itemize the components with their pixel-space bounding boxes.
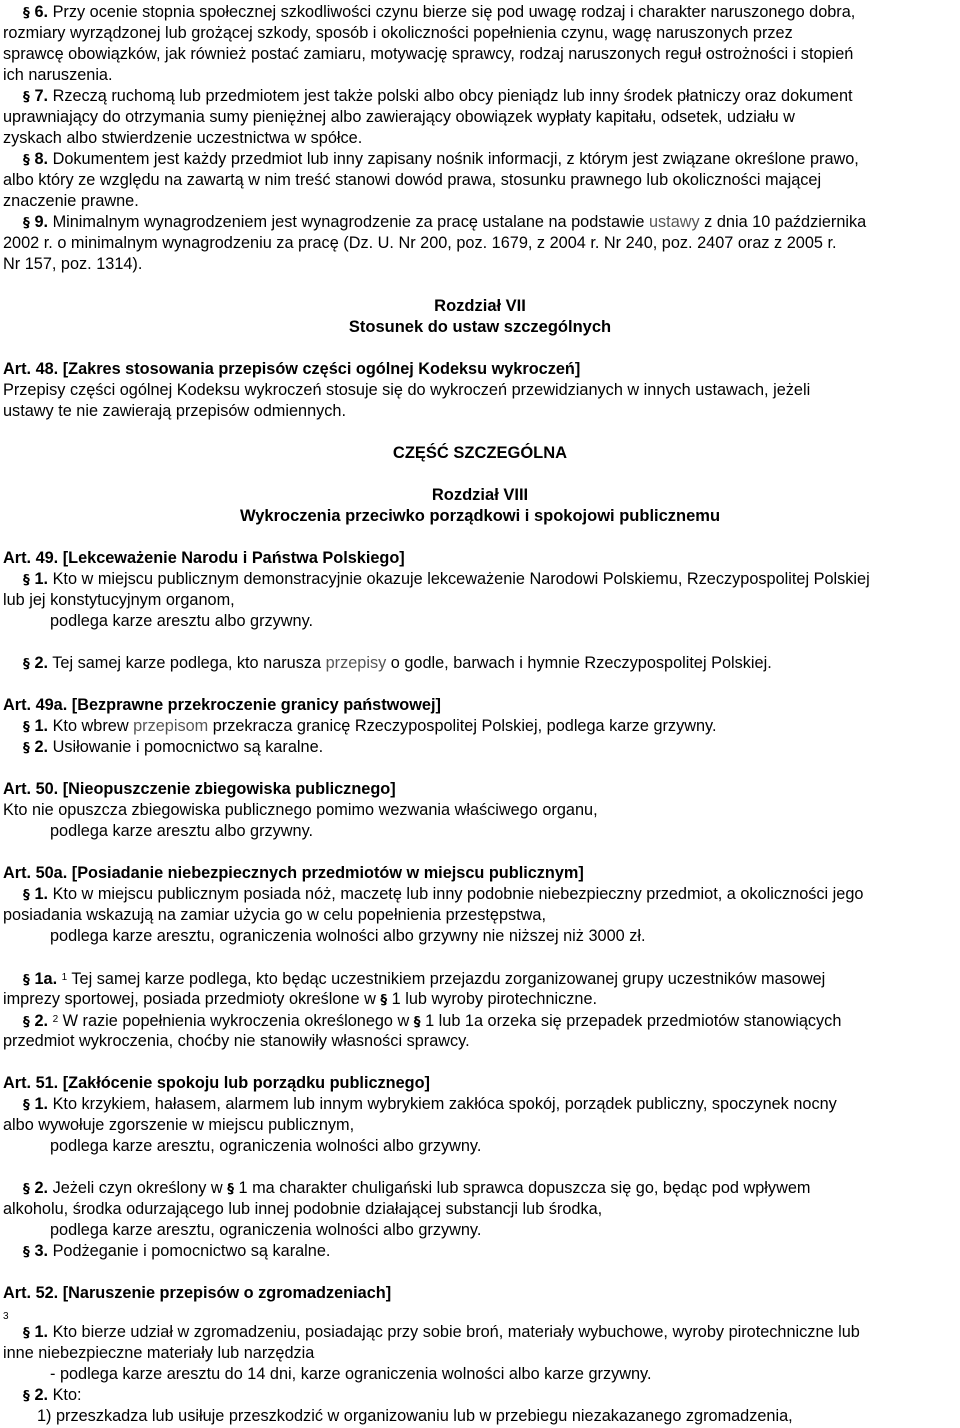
text-line bbox=[3, 1343, 314, 1363]
text-line bbox=[3, 254, 142, 274]
bold-text: 7. bbox=[34, 87, 49, 105]
paragraph-text: Minimalnym wynagrodzeniem jest wynagrodzenie za pracę ustalane na podstawie bbox=[48, 213, 649, 231]
section-sign: § bbox=[23, 887, 35, 903]
section-sign: § bbox=[23, 1181, 35, 1197]
paragraph-text: Tej samej karze podlega, kto narusza bbox=[48, 654, 326, 672]
text-line bbox=[0, 443, 960, 463]
section-sign: § bbox=[23, 1014, 35, 1030]
text-line bbox=[3, 107, 795, 127]
text-line bbox=[3, 170, 821, 190]
paragraph-text: imprezy sportowej, posiada przedmioty określone w bbox=[3, 990, 381, 1008]
reference-link-text: ustawy bbox=[648, 213, 700, 231]
paragraph-text: inne niebezpieczne materiały lub narzędzia bbox=[3, 1344, 315, 1362]
text-line bbox=[23, 2, 855, 23]
text-line bbox=[3, 1304, 9, 1327]
paragraph-text: albo który ze względu na zawartą w nim treść stanowi dowód prawa, stosunku prawnego lub okoliczności mającej bbox=[3, 171, 822, 189]
paragraph-text: Stosunek do ustaw szczególnych bbox=[348, 318, 612, 336]
paragraph-text: 1 lub wyroby pirotechniczne. bbox=[387, 990, 598, 1008]
reference-link-text: przepisom bbox=[133, 717, 209, 735]
paragraph-text: z dnia 10 października bbox=[699, 213, 867, 231]
paragraph-text: podlega karze aresztu, ograniczenia wolności albo grzywny. bbox=[50, 1221, 482, 1239]
bold-text: Art. 50. [Nieopuszczenie zbiegowiska publicznego] bbox=[3, 780, 396, 798]
bold-text: 2. bbox=[34, 1386, 49, 1404]
paragraph-text: Kto krzykiem, hałasem, alarmem lub innym wybrykiem zakłóca spokój, porządek publiczny, spoczynek nocny bbox=[48, 1095, 837, 1113]
section-sign: § bbox=[23, 215, 35, 231]
text-line bbox=[3, 233, 837, 253]
text-line bbox=[3, 989, 597, 1010]
text-line bbox=[3, 128, 362, 148]
text-line bbox=[3, 359, 580, 379]
paragraph-text: Nr 157, poz. 1314). bbox=[3, 255, 143, 273]
section-sign: § bbox=[23, 740, 35, 756]
text-line bbox=[3, 863, 584, 883]
text-line bbox=[3, 65, 113, 85]
paragraph-text: Przy ocenie stopnia społecznej szkodliwości czynu bierze się pod uwagę rodzaj i charakter naruszonego dobra, bbox=[48, 3, 856, 21]
text-line bbox=[23, 716, 716, 737]
section-sign: § bbox=[23, 1325, 35, 1341]
paragraph-text: Jeżeli czyn określony w bbox=[48, 1179, 228, 1197]
paragraph-text: 1) przeszkadza lub usiłuje przeszkodzić w organizowaniu lub w przebiegu niezakazanego zgromadzenia, bbox=[37, 1407, 793, 1425]
text-line bbox=[0, 506, 960, 526]
paragraph-text: lub jej konstytucyjnym organom, bbox=[3, 591, 235, 609]
text-line bbox=[23, 968, 825, 990]
text-line bbox=[50, 926, 646, 946]
paragraph-text: podlega karze aresztu albo grzywny. bbox=[50, 822, 314, 840]
section-sign: § bbox=[23, 5, 35, 21]
section-sign: § bbox=[413, 1014, 421, 1030]
text-line bbox=[3, 1073, 430, 1093]
bold-text: Art. 49. [Lekceważenie Narodu i Państwa Polskiego] bbox=[3, 549, 405, 567]
text-line bbox=[23, 884, 863, 905]
text-line bbox=[3, 380, 810, 400]
footnote-marker: 2 bbox=[52, 1014, 59, 1025]
text-line bbox=[3, 1283, 391, 1303]
paragraph-text: uprawniający do otrzymania sumy pieniężnej albo zawierający obowiązek wypłaty kapitału, odsetek, udziału w bbox=[3, 108, 795, 126]
text-line bbox=[37, 1406, 793, 1426]
bold-text: Art. 50a. [Posiadanie niebezpiecznych przedmiotów w miejscu publicznym] bbox=[3, 864, 584, 882]
bold-text: Art. 52. [Naruszenie przepisów o zgromadzeniach] bbox=[3, 1284, 392, 1302]
text-line bbox=[3, 1115, 354, 1135]
paragraph-text: Wykroczenia przeciwko porządkowi i spokojowi publicznemu bbox=[239, 507, 721, 525]
bold-text: 1. bbox=[34, 1095, 49, 1113]
bold-text: 1a. bbox=[34, 970, 58, 988]
text-line bbox=[50, 1220, 481, 1240]
paragraph-text: Kto wbrew bbox=[48, 717, 134, 735]
paragraph-text: Kto w miejscu publicznym posiada nóż, maczetę lub inny podobnie niebezpieczny przedmiot, a okoliczności jego bbox=[48, 885, 864, 903]
paragraph-text: przedmiot wykroczenia, choćby nie stanowiły własności sprawcy. bbox=[3, 1032, 470, 1050]
section-sign: § bbox=[23, 89, 35, 105]
paragraph-text: W razie popełnienia wykroczenia określonego w bbox=[58, 1012, 414, 1030]
text-line bbox=[50, 821, 313, 841]
paragraph-text: rozmiary wyrządzonej lub grożącej szkody, sposób i okoliczności popełnienia czynu, wagę naruszonych przez bbox=[3, 24, 793, 42]
bold-text: 9. bbox=[34, 213, 49, 231]
text-line bbox=[0, 296, 960, 316]
paragraph-text: podlega karze aresztu, ograniczenia wolności albo grzywny. bbox=[50, 1137, 482, 1155]
paragraph-text: o godle, barwach i hymnie Rzeczypospolitej Polskiej. bbox=[386, 654, 772, 672]
text-line bbox=[23, 1094, 837, 1115]
bold-text: 1. bbox=[34, 717, 49, 735]
text-line bbox=[3, 23, 793, 43]
paragraph-text: 2002 r. o minimalnym wynagrodzeniu za pracę (Dz. U. Nr 200, poz. 1679, z 2004 r. Nr 240, poz. 2407 oraz z 2005 r. bbox=[3, 234, 837, 252]
paragraph-text: przekracza granicę Rzeczypospolitej Polskiej, podlega karze grzywny. bbox=[208, 717, 717, 735]
paragraph-text: Rozdział VIII bbox=[431, 486, 529, 504]
paragraph-text: Tej samej karze podlega, kto będąc uczestnikiem przejazdu zorganizowanej grupy uczestników masowej bbox=[67, 970, 826, 988]
paragraph-text: - podlega karze aresztu do 14 dni, karze ograniczenia wolności albo karze grzywny. bbox=[50, 1365, 652, 1383]
bold-text: Art. 51. [Zakłócenie spokoju lub porządku publicznego] bbox=[3, 1074, 430, 1092]
paragraph-text: Dokumentem jest każdy przedmiot lub inny zapisany nośnik informacji, z którym jest związane określone prawo, bbox=[48, 150, 859, 168]
text-line bbox=[3, 695, 441, 715]
paragraph-text: 1 lub 1a orzeka się przepadek przedmiotów stanowiących bbox=[420, 1012, 842, 1030]
paragraph-text: podlega karze aresztu albo grzywny. bbox=[50, 612, 314, 630]
text-line bbox=[23, 653, 772, 674]
bold-text: 2. bbox=[34, 1179, 49, 1197]
bold-text: Art. 48. [Zakres stosowania przepisów części ogólnej Kodeksu wykroczeń] bbox=[3, 360, 581, 378]
section-sign: § bbox=[227, 1181, 234, 1197]
bold-text: 1. bbox=[34, 570, 49, 588]
text-line bbox=[3, 1199, 602, 1219]
paragraph-text: sprawcę obowiązków, jak również postać zamiaru, motywację sprawcy, rodzaj naruszonych reguł ostrożności i stopień bbox=[3, 45, 854, 63]
bold-text: 1. bbox=[34, 1323, 49, 1341]
paragraph-text: zyskach albo stwierdzenie uczestnictwa w spółce. bbox=[3, 129, 363, 147]
paragraph-text: Kto: bbox=[48, 1386, 82, 1404]
section-sign: § bbox=[380, 992, 388, 1008]
bold-text: 2. bbox=[34, 738, 49, 756]
section-sign: § bbox=[23, 1097, 35, 1113]
section-sign: § bbox=[23, 972, 35, 988]
paragraph-text: 1 ma charakter chuligański lub sprawca dopuszcza się go, będąc pod wpływem bbox=[233, 1179, 811, 1197]
text-line bbox=[23, 1241, 330, 1262]
bold-text: 2. bbox=[34, 654, 49, 672]
paragraph-text: Rozdział VII bbox=[434, 297, 526, 315]
text-line bbox=[50, 611, 313, 631]
paragraph-text: znaczenie prawne. bbox=[3, 192, 139, 210]
paragraph-text: Przepisy części ogólnej Kodeksu wykroczeń stosuje się do wykroczeń przewidzianych w innych ustawach, jeżeli bbox=[3, 381, 811, 399]
bold-text: 2. bbox=[34, 1012, 49, 1030]
paragraph-text: Usiłowanie i pomocnictwo są karalne. bbox=[48, 738, 324, 756]
section-sign: § bbox=[23, 1244, 35, 1260]
section-sign: § bbox=[23, 152, 35, 168]
section-sign: § bbox=[23, 719, 35, 735]
section-sign: § bbox=[23, 572, 35, 588]
text-line bbox=[3, 800, 598, 820]
text-line bbox=[3, 548, 405, 568]
paragraph-text: Kto nie opuszcza zbiegowiska publicznego pomimo wezwania właściwego organu, bbox=[3, 801, 598, 819]
text-line bbox=[23, 737, 323, 758]
text-line bbox=[50, 1364, 652, 1384]
text-line bbox=[50, 1136, 481, 1156]
text-line bbox=[3, 779, 396, 799]
text-line bbox=[3, 905, 546, 925]
footnote-marker: 3 bbox=[3, 1311, 9, 1322]
paragraph-text: Rzeczą ruchomą lub przedmiotem jest także polski albo obcy pieniądz lub inny środek płatniczy oraz dokument bbox=[48, 87, 853, 105]
text-line bbox=[23, 569, 870, 590]
paragraph-text: Podżeganie i pomocnictwo są karalne. bbox=[48, 1242, 331, 1260]
text-line bbox=[0, 317, 960, 337]
text-line bbox=[23, 86, 853, 107]
footnote-marker: 1 bbox=[61, 972, 68, 983]
text-line bbox=[23, 1010, 841, 1032]
paragraph-text: Kto w miejscu publicznym demonstracyjnie okazuje lekceważenie Narodowi Polskiemu, Rzeczypospolitej Polskiej bbox=[48, 570, 870, 588]
paragraph-text: podlega karze aresztu, ograniczenia wolności albo grzywny nie niższej niż 3000 zł. bbox=[50, 927, 646, 945]
bold-text: 8. bbox=[34, 150, 49, 168]
bold-text: 1. bbox=[34, 885, 49, 903]
text-line bbox=[3, 1031, 470, 1051]
paragraph-text: ich naruszenia. bbox=[3, 66, 113, 84]
text-line bbox=[23, 1385, 82, 1406]
bold-text: 6. bbox=[34, 3, 49, 21]
paragraph-text: alkoholu, środka odurzającego lub innej podobnie działającej substancji lub środka, bbox=[3, 1200, 603, 1218]
paragraph-text: Kto bierze udział w zgromadzeniu, posiadając przy sobie broń, materiały wybuchowe, wyroby pirotechniczne lub bbox=[48, 1323, 860, 1341]
section-sign: § bbox=[23, 656, 35, 672]
bold-text: Art. 49a. [Bezprawne przekroczenie granicy państwowej] bbox=[3, 696, 441, 714]
text-line bbox=[23, 1322, 860, 1343]
text-line bbox=[0, 485, 960, 505]
paragraph-text: ustawy te nie zawierają przepisów odmiennych. bbox=[3, 402, 346, 420]
section-sign: § bbox=[23, 1388, 35, 1404]
paragraph-text: albo wywołuje zgorszenie w miejscu publicznym, bbox=[3, 1116, 355, 1134]
paragraph-text: posiadania wskazują na zamiar użycia go w celu popełnienia przestępstwa, bbox=[3, 906, 547, 924]
text-line bbox=[23, 212, 866, 233]
bold-text: 3. bbox=[34, 1242, 49, 1260]
text-line bbox=[3, 401, 346, 421]
text-line bbox=[3, 191, 139, 211]
text-line bbox=[3, 44, 853, 64]
text-line bbox=[3, 590, 235, 610]
text-line bbox=[23, 1178, 810, 1199]
reference-link-text: przepisy bbox=[325, 654, 387, 672]
paragraph-text: CZĘŚĆ SZCZEGÓLNA bbox=[392, 444, 568, 462]
text-line bbox=[23, 149, 859, 170]
